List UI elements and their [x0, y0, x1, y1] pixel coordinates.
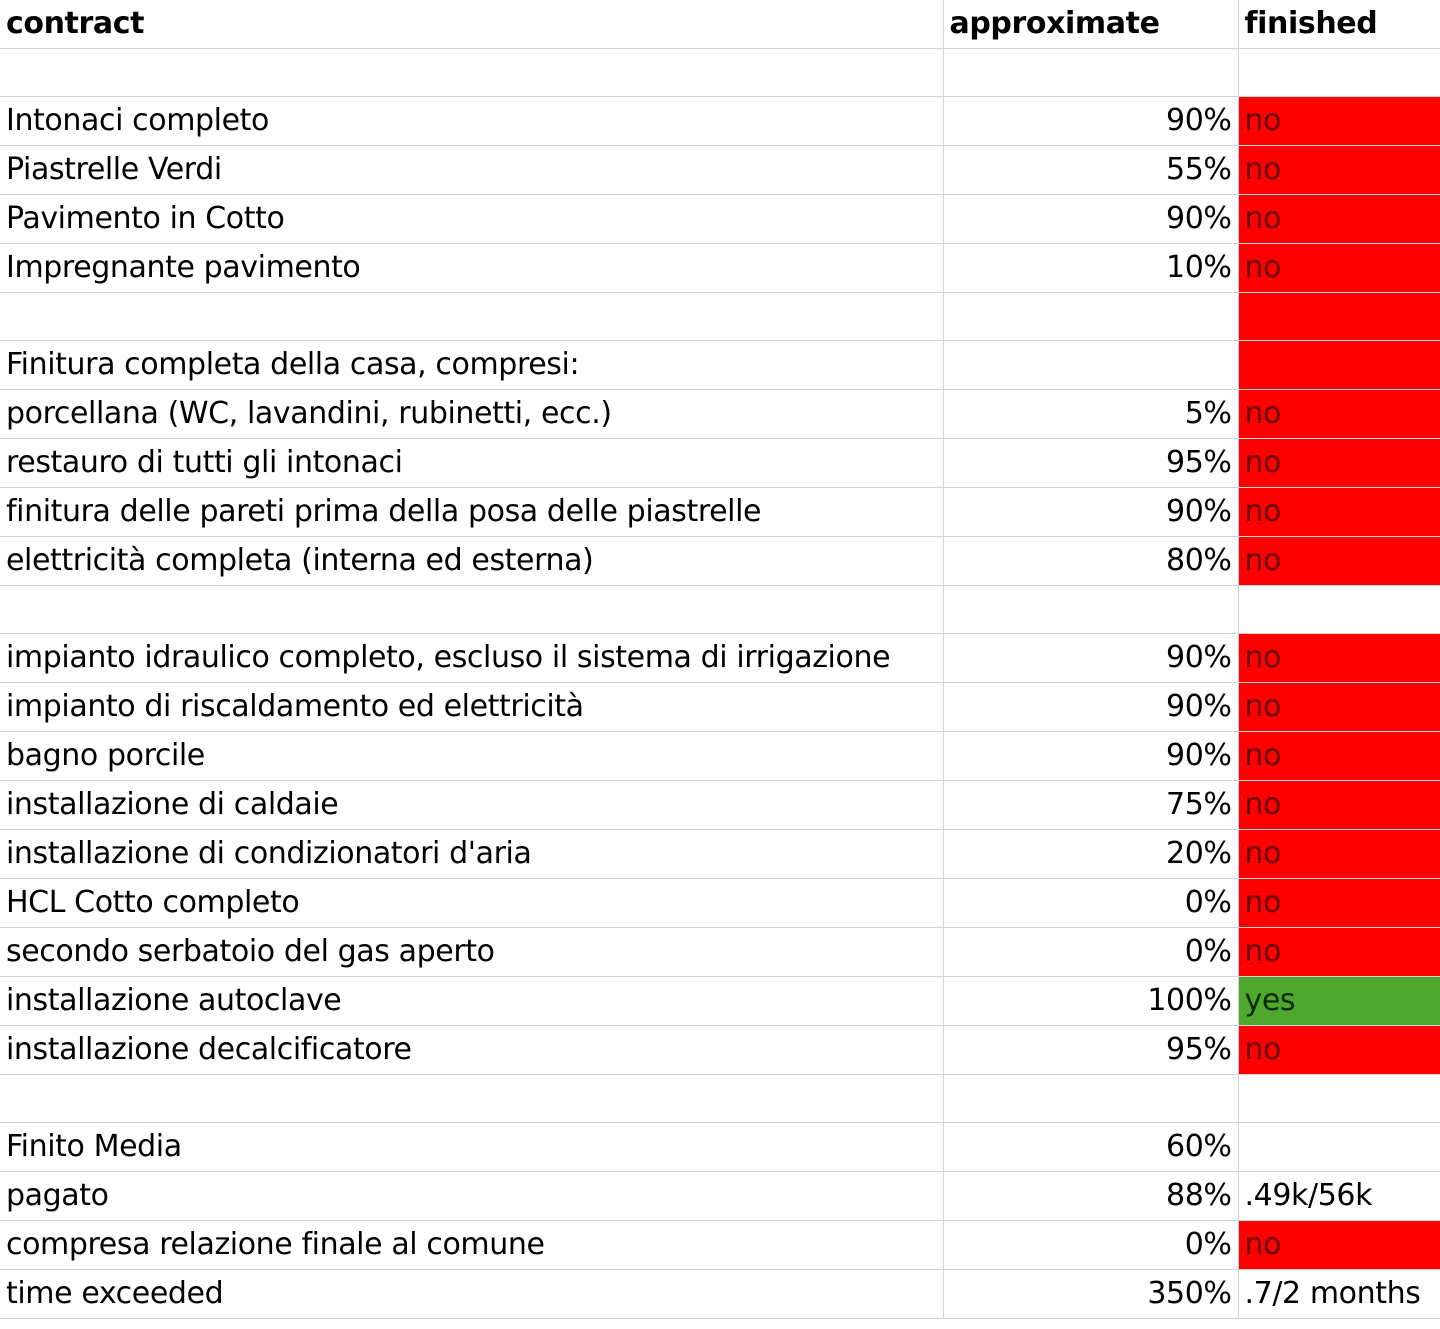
cell-finished[interactable]: no [1238, 537, 1440, 586]
cell-approximate[interactable]: 90% [943, 97, 1238, 146]
table-row [0, 732, 1440, 781]
header-contract[interactable]: contract [0, 0, 943, 49]
cell-finished[interactable]: no [1238, 195, 1440, 244]
cell-approximate[interactable]: 95% [943, 439, 1238, 488]
cell-approximate[interactable]: 88% [943, 1172, 1238, 1221]
table-row [0, 879, 1440, 928]
cell-contract[interactable] [0, 1075, 943, 1123]
cell-finished[interactable] [1238, 1123, 1440, 1172]
table-row [0, 1221, 1440, 1270]
header-approximate[interactable]: approximate [943, 0, 1238, 49]
cell-finished[interactable] [1238, 293, 1440, 341]
cell-finished[interactable]: no [1238, 244, 1440, 293]
cell-approximate[interactable]: 10% [943, 244, 1238, 293]
cell-contract[interactable]: installazione decalcificatore [0, 1026, 943, 1075]
cell-finished[interactable]: no [1238, 1221, 1440, 1270]
table-row [0, 97, 1440, 146]
cell-contract[interactable]: bagno porcile [0, 732, 943, 781]
table-row [0, 244, 1440, 293]
cell-contract[interactable] [0, 586, 943, 634]
table-row [0, 49, 1440, 97]
table-row [0, 1026, 1440, 1075]
cell-finished[interactable]: yes [1238, 977, 1440, 1026]
table-row [0, 830, 1440, 879]
cell-contract[interactable]: porcellana (WC, lavandini, rubinetti, ecc.) [0, 390, 943, 439]
cell-contract[interactable]: Finito Media [0, 1123, 943, 1172]
cell-finished[interactable]: no [1238, 732, 1440, 781]
cell-contract[interactable]: installazione autoclave [0, 977, 943, 1026]
table-row [0, 1270, 1440, 1319]
cell-approximate[interactable]: 90% [943, 732, 1238, 781]
cell-contract[interactable]: finitura delle pareti prima della posa delle piastrelle [0, 488, 943, 537]
header-finished[interactable]: finished [1238, 0, 1440, 49]
table-row [0, 195, 1440, 244]
cell-approximate[interactable]: 90% [943, 634, 1238, 683]
cell-contract[interactable] [0, 49, 943, 97]
table-row [0, 781, 1440, 830]
cell-finished[interactable]: no [1238, 879, 1440, 928]
table-row [0, 390, 1440, 439]
cell-approximate[interactable]: 55% [943, 146, 1238, 195]
table-row [0, 439, 1440, 488]
table-row [0, 634, 1440, 683]
cell-approximate[interactable]: 100% [943, 977, 1238, 1026]
cell-approximate[interactable]: 60% [943, 1123, 1238, 1172]
cell-approximate[interactable] [943, 586, 1238, 634]
cell-contract[interactable]: Piastrelle Verdi [0, 146, 943, 195]
cell-approximate[interactable]: 95% [943, 1026, 1238, 1075]
table-row [0, 146, 1440, 195]
cell-contract[interactable]: Intonaci completo [0, 97, 943, 146]
cell-contract[interactable]: Impregnante pavimento [0, 244, 943, 293]
cell-approximate[interactable]: 90% [943, 683, 1238, 732]
table-body [0, 49, 1440, 1319]
cell-finished[interactable]: no [1238, 634, 1440, 683]
cell-finished[interactable]: no [1238, 146, 1440, 195]
cell-approximate[interactable] [943, 49, 1238, 97]
cell-finished[interactable]: no [1238, 439, 1440, 488]
cell-finished[interactable]: no [1238, 390, 1440, 439]
cell-approximate[interactable]: 75% [943, 781, 1238, 830]
table-row [0, 977, 1440, 1026]
cell-finished[interactable] [1238, 1075, 1440, 1123]
cell-approximate[interactable]: 5% [943, 390, 1238, 439]
cell-finished[interactable]: no [1238, 928, 1440, 977]
cell-finished[interactable] [1238, 586, 1440, 634]
cell-contract[interactable]: HCL Cotto completo [0, 879, 943, 928]
cell-contract[interactable]: installazione di condizionatori d'aria [0, 830, 943, 879]
table-row [0, 1075, 1440, 1123]
cell-contract[interactable]: impianto di riscaldamento ed elettricità [0, 683, 943, 732]
cell-contract[interactable]: compresa relazione finale al comune [0, 1221, 943, 1270]
cell-finished[interactable]: no [1238, 830, 1440, 879]
cell-finished[interactable]: no [1238, 488, 1440, 537]
cell-contract[interactable]: secondo serbatoio del gas aperto [0, 928, 943, 977]
table-row [0, 1172, 1440, 1221]
cell-contract[interactable]: installazione di caldaie [0, 781, 943, 830]
cell-finished[interactable]: no [1238, 97, 1440, 146]
cell-approximate[interactable]: 20% [943, 830, 1238, 879]
table-row [0, 488, 1440, 537]
cell-contract[interactable]: pagato [0, 1172, 943, 1221]
table-row [0, 341, 1440, 390]
cell-finished[interactable]: .7/2 months [1238, 1270, 1440, 1319]
cell-approximate[interactable]: 90% [943, 195, 1238, 244]
table-row [0, 928, 1440, 977]
table-row [0, 293, 1440, 341]
cell-approximate[interactable]: 350% [943, 1270, 1238, 1319]
cell-approximate[interactable] [943, 341, 1238, 390]
cell-contract[interactable]: Finitura completa della casa, compresi: [0, 341, 943, 390]
table-row [0, 1123, 1440, 1172]
cell-contract[interactable]: restauro di tutti gli intonaci [0, 439, 943, 488]
table-row [0, 586, 1440, 634]
cell-approximate[interactable] [943, 293, 1238, 341]
header-row [0, 0, 1440, 49]
cell-finished[interactable]: no [1238, 781, 1440, 830]
cell-contract[interactable]: Pavimento in Cotto [0, 195, 943, 244]
cell-contract[interactable]: elettricità completa (interna ed esterna) [0, 537, 943, 586]
cell-contract[interactable]: time exceeded [0, 1270, 943, 1319]
cell-approximate[interactable]: 0% [943, 1221, 1238, 1270]
cell-approximate[interactable]: 80% [943, 537, 1238, 586]
cell-finished[interactable] [1238, 49, 1440, 97]
cell-approximate[interactable]: 0% [943, 879, 1238, 928]
cell-finished[interactable]: .49k/56k [1238, 1172, 1440, 1221]
table-row [0, 683, 1440, 732]
cell-contract[interactable] [0, 293, 943, 341]
cell-finished[interactable] [1238, 341, 1440, 390]
cell-approximate[interactable]: 0% [943, 928, 1238, 977]
cell-finished[interactable]: no [1238, 1026, 1440, 1075]
cell-approximate[interactable]: 90% [943, 488, 1238, 537]
cell-approximate[interactable] [943, 1075, 1238, 1123]
cell-contract[interactable]: impianto idraulico completo, escluso il sistema di irrigazione [0, 634, 943, 683]
table-row [0, 537, 1440, 586]
cell-finished[interactable]: no [1238, 683, 1440, 732]
